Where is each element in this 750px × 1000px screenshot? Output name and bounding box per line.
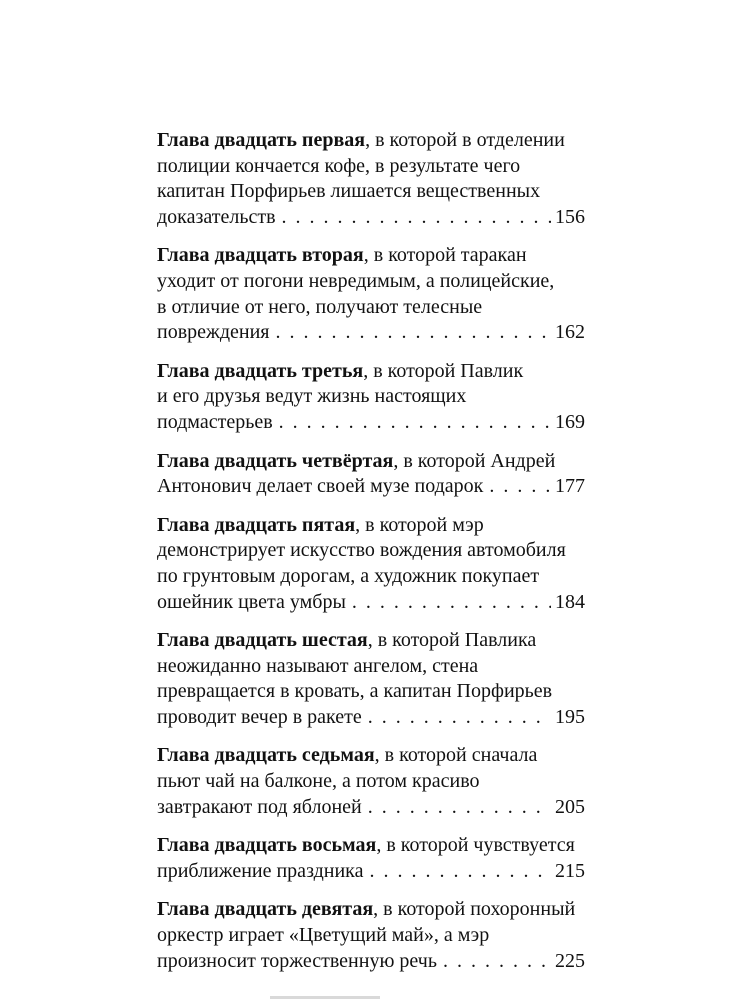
dot-leader [369,859,551,885]
toc-entry-first-line [157,513,585,539]
chapter-description-start: , в которой мэр [355,513,484,536]
toc-entry-last-line [157,410,585,436]
dot-leader [368,795,551,821]
chapter-title: Глава двадцать третья [157,359,364,382]
chapter-title: Глава двадцать седьмая [157,744,375,767]
chapter-title: Глава двадцать пятая [157,513,356,536]
chapter-description-line: превращается в кровать, а капитан Порфирьев [157,680,553,703]
toc-entry-last-line [157,205,585,231]
chapter-description-start: , в которой таракан [363,244,527,267]
toc-entry-first-line [157,833,585,859]
chapter-description-line: капитан Порфирьев лишается вещественных [157,180,541,203]
page-number: 169 [555,410,585,433]
chapter-title: Глава двадцать первая [157,129,366,151]
toc-entry-last-line [157,474,585,500]
chapter-description-end: проводит вечер в ракете [157,705,362,728]
chapter-description-line: полиции кончается кофе, в результате чего [157,154,521,177]
chapter-description-start: , в которой Павлик [363,359,524,382]
chapter-description-end: доказательств [157,205,276,228]
chapter-description-end: приближение праздника [157,859,364,882]
toc-entry [157,449,585,500]
toc-entry-last-line [157,795,585,821]
toc-entry [157,743,585,820]
toc-entry [157,128,585,230]
chapter-description-line: и его друзья ведут жизнь настоящих [157,385,467,408]
toc-entry-first-line [157,897,585,923]
page-number: 215 [555,859,585,882]
page-number: 162 [555,321,585,344]
chapter-title: Глава двадцать шестая [157,629,368,652]
toc-entry-last-line [157,949,585,975]
toc-entry [157,833,585,884]
dot-leader [282,205,551,231]
chapter-title: Глава двадцать вторая [157,244,364,267]
page-number: 156 [555,205,585,228]
chapter-title: Глава двадцать девятая [157,898,374,921]
toc-entry-first-line [157,449,585,475]
chapter-description-end: Антонович делает своей музе подарок [157,475,484,498]
chapter-description-line: пьют чай на балконе, а потом красиво [157,770,480,793]
toc-entry-last-line [157,705,585,731]
dot-leader [352,590,551,616]
chapter-description-line: оркестр играет «Цветущий май», а мэр [157,924,490,947]
chapter-description-start: , в которой Павлика [367,629,537,652]
toc-entry [157,897,585,974]
chapter-description-end: повреждения [157,321,270,344]
chapter-description-end: ошейник цвета умбры [157,590,346,613]
toc-entry [157,628,585,730]
chapter-description-line: по грунтовым дорогам, а художник покупает [157,564,540,587]
chapter-title: Глава двадцать четвёртая [157,449,394,472]
dot-leader [443,949,551,975]
toc-entry-first-line [157,743,585,769]
chapter-description-start: , в которой чувствуется [376,834,575,857]
chapter-description-line: уходит от погони невредимым, а полицейские, [157,269,555,292]
toc-entry-first-line [157,628,585,654]
toc-entry-first-line [157,359,585,385]
page-edge-shadow [270,996,380,999]
chapter-description-line: в отличие от него, получают телесные [157,295,483,318]
chapter-description-start: , в которой в отделении [365,129,565,151]
dot-leader [279,410,551,436]
dot-leader [368,705,551,731]
page-number: 184 [555,590,585,613]
table-of-contents [157,128,585,987]
chapter-title: Глава двадцать восьмая [157,834,377,857]
page-number: 177 [555,475,585,498]
page-number: 195 [555,705,585,728]
toc-entry [157,513,585,615]
chapter-description-end: произносит торжественную речь [157,949,437,972]
page-number: 225 [555,949,585,972]
chapter-description-start: , в которой Андрей [393,449,556,472]
toc-entry [157,243,585,345]
toc-entry-last-line [157,859,585,885]
chapter-description-start: , в которой похоронный [373,898,576,921]
chapter-description-end: завтракают под яблоней [157,795,362,818]
toc-entry-first-line [157,243,585,269]
chapter-description-start: , в которой сначала [374,744,538,767]
toc-entry-last-line [157,590,585,616]
toc-entry-last-line [157,320,585,346]
toc-entry [157,359,585,436]
chapter-description-line: демонстрирует искусство вождения автомобиля [157,539,566,562]
chapter-description-line: неожиданно называют ангелом, стена [157,654,479,677]
toc-entry-first-line [157,128,585,154]
dot-leader [489,474,551,500]
dot-leader [276,320,552,346]
chapter-description-end: подмастерьев [157,410,273,433]
page-number: 205 [555,795,585,818]
